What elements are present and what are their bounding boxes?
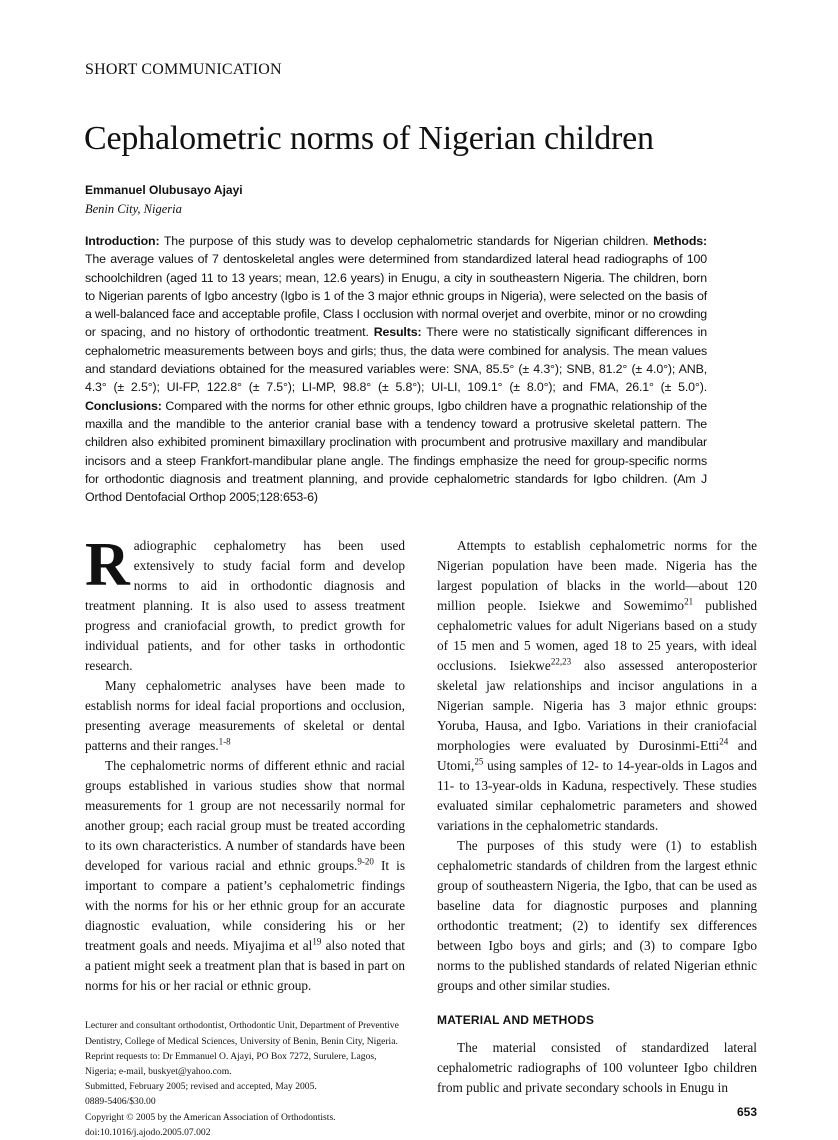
body-column-left — [85, 531, 406, 1140]
body-paragraph — [85, 676, 405, 756]
body-paragraph — [437, 836, 757, 996]
article-title: Cephalometric norms of Nigerian children — [84, 120, 654, 157]
citation-reference: 1-8 — [218, 737, 231, 748]
paragraph-text: also assessed anteroposterior skeletal jaw relationships and incisor angulations in a Nigerian sample. Nigeria has 3 major ethnic groups: Yoruba, Hausa, and Igbo. Variations in their craniofacial morphologies were evaluated by Durosinmi-Etti — [437, 658, 757, 754]
section-heading: MATERIAL AND METHODS — [437, 1013, 595, 1028]
abstract-section-text: The purpose of this study was to develop cephalometric standards for Nigerian children. — [159, 234, 654, 248]
footnote-line: Lecturer and consultant orthodontist, Orthodontic Unit, Department of Preventive — [85, 1020, 399, 1032]
citation-reference: 24 — [719, 737, 729, 748]
footnote-line: doi:10.1016/j.ajodo.2005.07.002 — [85, 1126, 211, 1138]
footnote-line: 0889-5406/$30.00 — [85, 1096, 156, 1108]
citation-reference: 21 — [684, 597, 694, 608]
abstract-section-text: Compared with the norms for other ethnic groups, Igbo children have a prognathic relationship of the maxilla and the mandible to the anterior cranial base with a tendency toward a protrusive skeletal pattern. The children also exhibited prominent bimaxillary proclination with procumbent and protrusive maxillary and mandibular incisors and a steep Frankfort-mandibular plane angle. The findings emphasize the need for group-specific norms for orthodontic diagnosis and treatment planning, and provide cephalometric standards for Igbo children. (Am J Orthod Dentofacial Orthop 2005;128:653-6) — [85, 398, 707, 505]
page-number: 653 — [736, 1105, 757, 1120]
body-column-right — [437, 536, 757, 1140]
body-paragraph — [85, 756, 405, 996]
abstract-section-label: Conclusions: — [85, 398, 162, 413]
abstract-section-text: The average values of 7 dentoskeletal angles were determined from standardized lateral head radiographs of 100 schoolchildren (aged 11 to 13 years; mean, 12.6 years) in Enugu, a city in southeastern Nigeria. The children, born to Nigerian parents of Igbo ancestry (Igbo is 1 of the 3 major ethnic groups in Nigeria), were selected on the basis of a well-balanced face and acceptable profile, Class I occlusion with normal overjet and overbite, minor or no crowding or spacing, and no history of orthodontic treatment. — [85, 252, 707, 340]
citation-reference: 9-20 — [357, 857, 374, 868]
paragraph-text: Many cephalometric analyses have been made to establish norms for ideal facial proportions and occlusion, presenting average measurements of skeletal or dental patterns and their ranges. — [85, 678, 405, 754]
abstract-section-label: Introduction: — [85, 234, 160, 248]
body-paragraph — [437, 536, 757, 836]
paragraph-text: Attempts to establish cephalometric norms for the Nigerian population have been made. Nigeria has the largest population of blacks in the world—about 120 million people. Isiekwe and Sowemimo — [437, 538, 757, 614]
paragraph-text: It is important to compare a patient’s cephalometric findings with the norms for his or her ethnic group for an accurate diagnostic evaluation, while considering his or her treatment goals and needs. Miyajima et al — [85, 858, 406, 954]
footnote-line: Copyright © 2005 by the American Association of Orthodontists. — [85, 1111, 336, 1123]
section-label: SHORT COMMUNICATION — [85, 61, 282, 78]
body-paragraph — [85, 531, 405, 676]
paragraph-text: adiographic cephalometry has been used extensively to study facial form and develop norms to aid in orthodontic diagnosis and treatment planning. It is also used to assess treatment progress and craniofacial growth, to predict growth for individual patients, and for other tasks in orthodontic research. — [85, 538, 405, 674]
abstract-section-label: Results: — [373, 325, 422, 340]
paragraph-text: The cephalometric norms of different ethnic and racial groups established in various studies show that normal measurements for 1 group are not necessarily normal for another group; each racial group must be treated according to its own characteristics. A number of standards have been developed for various racial and ethnic groups. — [85, 758, 405, 874]
paragraph-text: The material consisted of standardized lateral cephalometric radiographs of 100 volunteer Igbo children from public and private secondary schools in Enugu in — [437, 1040, 757, 1096]
paragraph-text: published cephalometric values for adult Nigerians based on a study of 15 men and 5 women, aged 18 to 25 years, with ideal occlusions. Isiekwe — [437, 598, 757, 674]
paragraph-text: and Utomi, — [437, 738, 758, 774]
abstract-section-text: There were no statistically significant differences in cephalometric measurements between boys and girls; thus, the data were combined for analysis. The mean values and standard deviations obtained for the measured variables were: SNA, 85.5° (± 4.3°); SNB, 81.2° (± 4.0°); ANB, 4.3° (± 2.5°); UI-FP, 122.8° (± 7.5°); LI-MP, 98.8° (± 5.8°); UI-LI, 109.1° (± 8.0°); and FMA, 26.1° (± 5.0°). — [85, 325, 707, 395]
citation-reference: 19 — [312, 937, 322, 948]
paragraph-text: also noted that a patient might seek a treatment plan that is based in part on norms for his or her racial or ethnic group. — [85, 938, 405, 994]
body-paragraph — [437, 1038, 757, 1098]
abstract-section-label: Methods: — [653, 234, 707, 248]
author-affiliation: Benin City, Nigeria — [85, 202, 182, 216]
footnote-line: Submitted, February 2005; revised and accepted, May 2005. — [85, 1081, 317, 1093]
body-columns — [85, 531, 758, 1140]
citation-reference: 22,23 — [550, 657, 572, 668]
drop-cap: R — [85, 531, 130, 600]
footnote-line: Dentistry, College of Medical Sciences, University of Benin, Benin City, Nigeria. — [85, 1035, 398, 1047]
citation-reference: 25 — [474, 757, 484, 768]
author-name: Emmanuel Olubusayo Ajayi — [85, 183, 243, 197]
right-column-text — [437, 536, 757, 1098]
article-body — [85, 232, 757, 1140]
footnote-line: Nigeria; e-mail, buskyet@yahoo.com. — [85, 1066, 232, 1078]
paragraph-text: using samples of 12- to 14-year-olds in Lagos and 11- to 13-year-olds in Kaduna, respectively. These studies evaluated similar cephalometric parameters and showed variations in the cephalometric standards. — [437, 758, 757, 834]
left-column-text — [85, 531, 406, 996]
paragraph-text: The purposes of this study were (1) to establish cephalometric standards of children from the largest ethnic group of southeastern Nigeria, the Igbo, that can be used as baseline data for diagnostic purposes and planning orthodontic treatment; (2) to identify sex differences between Igbo boys and girls; and (3) to compare Igbo norms to the published standards of related Nigerian ethnic groups and other similar studies. — [437, 838, 757, 994]
abstract — [85, 232, 707, 506]
footnote-line: Reprint requests to: Dr Emmanuel O. Ajayi, PO Box 7272, Surulere, Lagos, — [85, 1050, 377, 1062]
